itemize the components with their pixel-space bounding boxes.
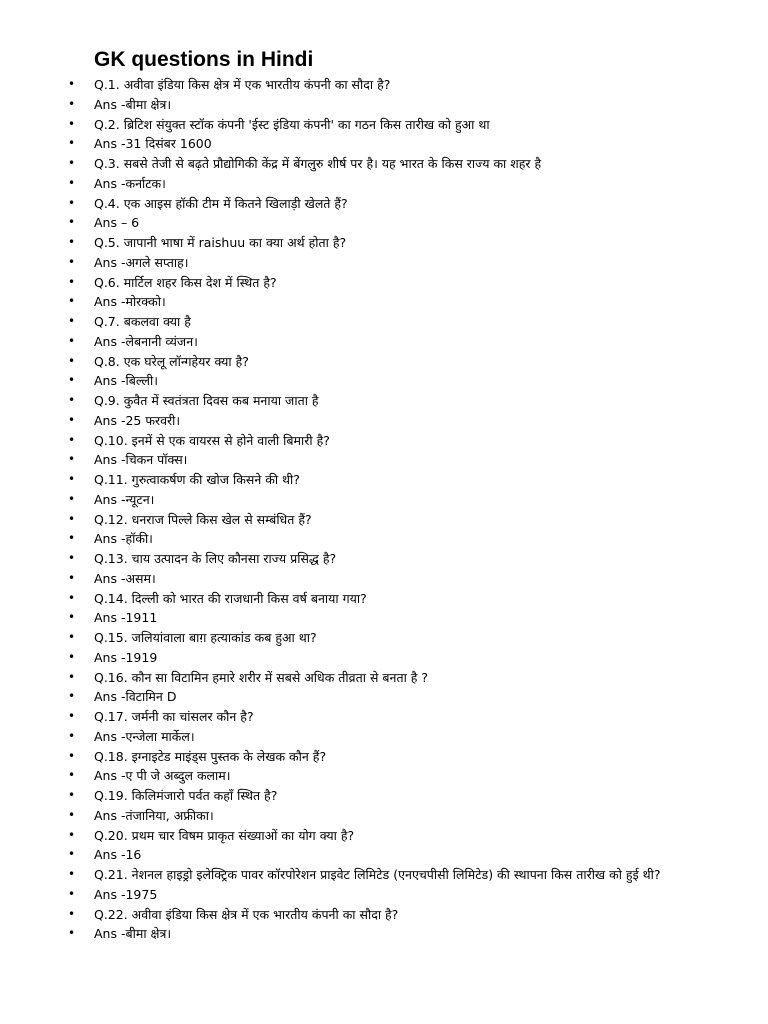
list-item: [0, 253, 768, 273]
list-item: [0, 75, 768, 95]
list-item-text: Q.20. प्रथम चार विषम प्राकृत संख्याओं का योग क्या है?: [94, 827, 355, 843]
list-item-text: Q.14. दिल्ली को भारत की राजधानी किस वर्ष बनाया गया?: [94, 590, 367, 606]
list-item-text: Q.4. एक आइस हॉकी टीम में कितने खिलाड़ी खेलते हैं?: [94, 195, 348, 211]
bullet-icon: •: [68, 116, 76, 131]
list-item: [0, 648, 768, 668]
list-item-text: Q.13. चाय उत्पादन के लिए कौनसा राज्य प्रसिद्ध है?: [94, 551, 337, 566]
bullet-icon: •: [68, 314, 76, 328]
list-item: [0, 806, 768, 826]
list-item: [0, 352, 768, 372]
list-item: [0, 885, 768, 905]
list-item-text: Ans -असम।: [94, 570, 156, 586]
list-item: [0, 233, 768, 253]
list-item-text: Ans -25 फरवरी।: [94, 412, 181, 428]
bullet-icon: •: [68, 768, 76, 783]
bullet-icon: •: [68, 926, 76, 941]
bullet-icon: •: [68, 511, 76, 526]
list-item-text: Q.22. अवीवा इंडिया किस क्षेत्र में एक भारतीय कंपनी का सौदा है?: [94, 906, 399, 922]
bullet-icon: •: [68, 570, 76, 585]
list-item-text: Ans -एन्जेला मार्केल।: [94, 728, 195, 744]
list-item: [0, 470, 768, 490]
bullet-icon: •: [68, 96, 76, 111]
list-item: [0, 194, 768, 214]
list-item-text: Ans – 6: [94, 215, 140, 231]
bullet-icon: •: [68, 590, 76, 605]
list-item: [0, 826, 768, 846]
list-item: [0, 312, 768, 332]
list-item: [0, 174, 768, 194]
bullet-icon: •: [68, 669, 76, 684]
list-item-text: Ans -तंजानिया, अफ्रीका।: [94, 807, 214, 823]
list-item: [0, 332, 768, 352]
list-item: [0, 411, 768, 431]
list-item: [0, 371, 768, 391]
list-item-text: Ans -मोरक्को।: [94, 294, 166, 310]
list-item: [0, 154, 768, 174]
list-item-text: Q.15. जलियांवाला बाग़ हत्याकांड कब हुआ था?: [94, 630, 317, 645]
bullet-icon: •: [68, 412, 76, 427]
bullet-icon: •: [68, 709, 76, 723]
bullet-icon: •: [68, 274, 76, 289]
list-item: [0, 924, 768, 944]
list-item: [0, 727, 768, 747]
list-item: [0, 747, 768, 767]
list-item-text: Q.19. किलिमंजारो पर्वत कहाँ स्थित है?: [94, 788, 278, 803]
bullet-icon: •: [68, 353, 76, 368]
list-item-text: Ans -ए पी जे अब्दुल कलाम।: [94, 768, 231, 784]
list-item: [0, 529, 768, 549]
bullet-icon: •: [68, 77, 76, 91]
list-item-text: Ans -लेबनानी व्यंजन।: [94, 333, 198, 349]
list-item-text: Ans -बीमा क्षेत्र।: [94, 926, 172, 942]
list-item: [0, 569, 768, 589]
bullet-icon: •: [68, 215, 76, 230]
list-item: [0, 845, 768, 865]
list-item: [0, 628, 768, 648]
bullet-icon: •: [68, 491, 76, 506]
list-item-text: Ans -अगले सप्ताह।: [94, 254, 189, 270]
list-item: [0, 213, 768, 233]
list-item-text: Q.10. इनमें से एक वायरस से होने वाली बिमारी है?: [94, 432, 330, 448]
bullet-icon: •: [68, 136, 76, 151]
list-item-text: Q.21. नेशनल हाइड्रो इलेक्ट्रिक पावर कॉरपोरेशन प्राइवेट लिमिटेड (एनएचपीसी लिमिटेड) की स्थापना किस तारीख को हुई थी?: [94, 867, 661, 882]
list-item: [0, 490, 768, 510]
list-item-text: Q.17. जर्मनी का चांसलर कौन है?: [94, 709, 254, 724]
bullet-icon: •: [68, 728, 76, 743]
bullet-icon: •: [68, 156, 76, 170]
list-item-text: Q.3. सबसे तेजी से बढ़ते प्रौद्योगिकी केंद्र में बेंगलुरु शीर्ष पर है। यह भारत के किस राज्य का शहर है: [94, 156, 542, 171]
bullet-icon: •: [68, 432, 76, 447]
list-item: [0, 273, 768, 293]
list-item: [0, 510, 768, 530]
list-item-text: Q.9. कुवैत में स्वतंत्रता दिवस कब मनाया जाता है: [94, 393, 319, 408]
bullet-icon: •: [68, 175, 76, 190]
bullet-icon: •: [68, 630, 76, 644]
list-item-text: Q.16. कौन सा विटामिन हमारे शरीर में सबसे अधिक तीव्रता से बनता है ?: [94, 669, 429, 685]
list-item-text: Q.5. जापानी भाषा में raishuu का क्या अर्थ होता है?: [94, 235, 347, 250]
bullet-icon: •: [68, 254, 76, 269]
list-item: [0, 608, 768, 628]
list-item-text: Ans -विटामिन D: [94, 689, 177, 705]
bullet-icon: •: [68, 195, 76, 210]
bullet-icon: •: [68, 886, 76, 901]
bullet-icon: •: [68, 827, 76, 842]
bullet-icon: •: [68, 689, 76, 704]
bullet-icon: •: [68, 373, 76, 388]
list-item: [0, 450, 768, 470]
list-item-text: Ans -बीमा क्षेत्र।: [94, 96, 172, 112]
bullet-icon: •: [68, 294, 76, 309]
list-item: [0, 786, 768, 806]
bullet-icon: •: [68, 393, 76, 407]
list-item-text: Ans -1919: [94, 649, 158, 665]
list-item-text: Q.11. गुरुत्वाकर्षण की खोज किसने की थी?: [94, 472, 300, 487]
list-item: [0, 668, 768, 688]
list-item-text: Ans -चिकन पॉक्स।: [94, 452, 188, 468]
list-item-text: Q.2. ब्रिटिश संयुक्त स्टॉक कंपनी 'ईस्ट इंडिया कंपनी' का गठन किस तारीख को हुआ था: [94, 116, 490, 132]
list-item-text: Ans -हॉकी।: [94, 531, 153, 547]
qa-list: [0, 75, 768, 944]
list-item: [0, 391, 768, 411]
list-item-text: Ans -कर्नाटक।: [94, 175, 166, 191]
bullet-icon: •: [68, 472, 76, 486]
list-item: [0, 766, 768, 786]
bullet-icon: •: [68, 235, 76, 249]
list-item: [0, 134, 768, 154]
list-item: [0, 865, 768, 885]
list-item-text: Q.1. अवीवा इंडिया किस क्षेत्र में एक भारतीय कंपनी का सौदा है?: [94, 77, 391, 92]
list-item-text: Q.12. धनराज पिल्ले किस खेल से सम्बंधित हैं?: [94, 511, 312, 527]
list-item-text: Ans -बिल्ली।: [94, 373, 158, 389]
bullet-icon: •: [68, 748, 76, 763]
list-item-text: Q.8. एक घरेलू लॉन्गहेयर क्या है?: [94, 353, 249, 369]
bullet-icon: •: [68, 847, 76, 862]
list-item-text: Q.18. इग्नाइटेड माइंड्स पुस्तक के लेखक कौन हैं?: [94, 748, 327, 764]
list-item: [0, 431, 768, 451]
list-item-text: Ans -1911: [94, 610, 158, 626]
list-item: [0, 589, 768, 609]
list-item: [0, 292, 768, 312]
list-item-text: Ans -1975: [94, 886, 158, 902]
bullet-icon: •: [68, 531, 76, 546]
bullet-icon: •: [68, 807, 76, 822]
list-item: [0, 707, 768, 727]
bullet-icon: •: [68, 906, 76, 921]
bullet-icon: •: [68, 649, 76, 664]
bullet-icon: •: [68, 610, 76, 625]
bullet-icon: •: [68, 788, 76, 802]
list-item: [0, 549, 768, 569]
list-item-text: Ans -न्यूटन।: [94, 491, 155, 507]
page-title: GK questions in Hindi: [94, 48, 314, 71]
list-item: [0, 687, 768, 707]
bullet-icon: •: [68, 452, 76, 467]
list-item: [0, 115, 768, 135]
bullet-icon: •: [68, 333, 76, 348]
list-item: [0, 95, 768, 115]
list-item-text: Q.7. बकलवा क्या है: [94, 314, 191, 329]
list-item-text: Ans -31 दिसंबर 1600: [94, 136, 212, 152]
list-item-text: Q.6. मार्टिल शहर किस देश में स्थित है?: [94, 274, 277, 290]
bullet-icon: •: [68, 551, 76, 565]
list-item: [0, 905, 768, 925]
bullet-icon: •: [68, 867, 76, 881]
list-item-text: Ans -16: [94, 847, 142, 863]
